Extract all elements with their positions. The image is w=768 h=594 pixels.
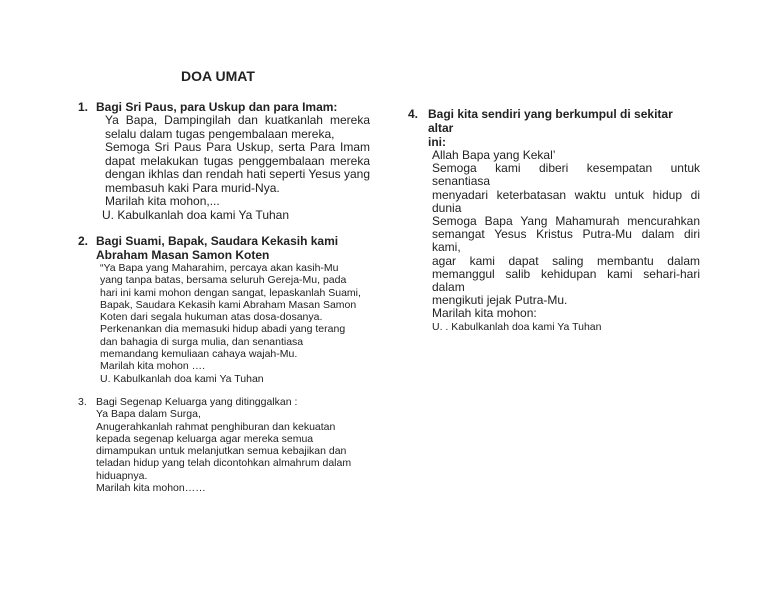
response-line: U. . Kabulkanlah doa kami Ya Tuhan	[432, 320, 602, 333]
text-line: memanggul salib kehidupan kami sehari-hari dalam	[432, 266, 700, 295]
text-line: dapat melakukan tugas penggembalaan mereka	[105, 153, 370, 168]
text-line: mengikuti jejak Putra-Mu.	[432, 293, 568, 308]
text-line: semangat Yesus Kristus Putra-Mu dalam diri kami,	[432, 227, 700, 255]
text-line: memandang kemuliaan cahaya wajah-Mu.	[100, 348, 298, 361]
text-line: dimampukan untuk melanjutkan semua kebajikan dan	[96, 445, 347, 458]
prayer-section-4	[408, 107, 700, 334]
text-line: Bapak, Saudara Kekasih kami Abraham Masan Samon	[100, 298, 357, 311]
text-line: menyadari keterbatasan waktu untuk hidup di dunia	[432, 187, 700, 215]
heading-line: Bagi kita sendiri yang berkumpul di sekitar altar	[428, 107, 673, 135]
prayer-section-1	[78, 100, 370, 222]
text-line: Semoga kami diberi kesempatan untuk senantiasa	[432, 161, 700, 189]
text-line: agar kami dapat saling membantu dalam	[432, 253, 700, 268]
prayer-section-3	[78, 396, 370, 494]
text-line: selalu dalam tugas pengembalaan mereka,	[105, 126, 335, 141]
heading-line: Abraham Masan Samon Koten	[96, 248, 270, 262]
text-line: Perkenankan dia memasuki hidup abadi yang terang	[100, 323, 346, 336]
text-line: hiduapnya.	[96, 469, 148, 482]
section-heading	[78, 396, 370, 408]
heading-line: ini:	[428, 135, 446, 149]
text-line: Ya Bapa dalam Surga,	[96, 408, 201, 421]
heading-line: Bagi Segenap Keluarga yang ditinggalkan :	[96, 396, 298, 408]
text-line: Ya Bapa, Dampingilah dan kuatkanlah mereka	[105, 113, 370, 127]
prayer-section-2	[78, 234, 370, 385]
text-line: teladan hidup yang telah dicontohkan almahrum dalam	[96, 457, 352, 470]
text-line: dan bahagia di surga mulia, dan senantiasa	[100, 335, 304, 348]
section-number: 1.	[78, 100, 89, 114]
response-line: U. Kabulkanlah doa kami Ya Tuhan	[102, 207, 290, 222]
text-line: Allah Bapa yang Kekal’	[432, 148, 556, 162]
text-line: dengan ikhlas dan rendah hati seperti Yesus yang	[105, 167, 370, 181]
section-number: 4.	[408, 107, 419, 121]
closing-line: Marilah kita mohon:	[432, 306, 537, 321]
closing-line: Marilah kita mohon……	[96, 482, 206, 495]
text-line: membasuh kaki Para murid-Nya.	[105, 180, 280, 195]
text-line: yang tanpa batas, bersama seluruh Gereja-Mu, pada	[100, 274, 347, 287]
section-heading	[78, 234, 370, 262]
closing-line: Marilah kita mohon,...	[105, 194, 220, 208]
heading-line: Bagi Sri Paus, para Uskup dan para Imam:	[96, 100, 338, 114]
section-number: 3.	[78, 396, 87, 408]
section-heading	[78, 100, 370, 114]
section-number: 2.	[78, 234, 89, 248]
text-line: Semoga Bapa Yang Mahamurah mencurahkan	[432, 214, 700, 229]
text-line: kepada segenap keluarga agar mereka semua	[96, 432, 314, 445]
heading-line: Bagi Suami, Bapak, Saudara Kekasih kami	[96, 234, 339, 248]
text-line: Koten dari segala hukuman atas dosa-dosanya.	[100, 311, 323, 324]
response-line: U. Kabulkanlah doa kami Ya Tuhan	[100, 372, 264, 385]
closing-line: Marilah kita mohon ….	[100, 360, 206, 373]
text-line: Anugerahkanlah rahmat penghiburan dan kekuatan	[96, 420, 336, 433]
text-line: Semoga Sri Paus Para Uskup, serta Para Imam	[105, 140, 370, 154]
page-title: DOA UMAT	[181, 68, 255, 84]
text-line: “Ya Bapa yang Maharahim, percaya akan kasih-Mu	[100, 262, 339, 274]
text-line: hari ini kami mohon dengan sangat, lepaskanlah Suami,	[100, 286, 361, 299]
section-heading	[408, 107, 700, 149]
